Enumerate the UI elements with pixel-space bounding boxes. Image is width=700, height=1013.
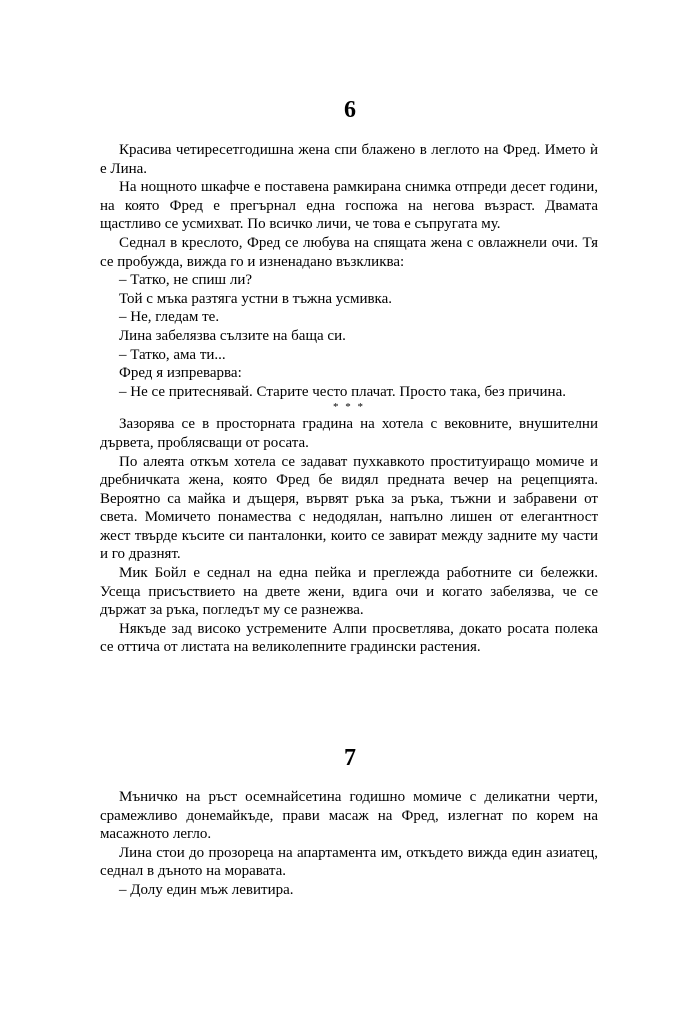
dialogue-line: – Не се притеснявай. Старите често плачат. Просто така, без причина. bbox=[119, 383, 566, 400]
chapter-number: 6 bbox=[344, 97, 356, 123]
chapter-7-text bbox=[100, 788, 598, 900]
dialogue-line: – Татко, не спиш ли? bbox=[119, 272, 253, 289]
dialogue-line: – Долу един мъж левитира. bbox=[119, 881, 294, 898]
chapter-number: 7 bbox=[344, 745, 356, 771]
paragraph: Фред я изпреварва: bbox=[119, 365, 242, 382]
paragraph: Седнал в креслото, Фред се любува на спящата жена с овлажнели очи. Тя се пробужда, вижда го и изненадано възкликва: bbox=[100, 234, 598, 270]
paragraph: Лина стои до прозореца на апартамента им, откъдето вижда един азиатец, седнал в дъното на моравата. bbox=[100, 844, 598, 880]
paragraph: Мик Бойл е седнал на една пейка и преглежда работните си бележки. Усеща присъствието на двете жени, вдига очи и когато забелязва, че се държат за ръка, погледът му се разнежва. bbox=[100, 565, 598, 619]
chapter-6-text bbox=[100, 141, 598, 657]
dialogue-line: – Татко, ама ти... bbox=[119, 346, 226, 363]
scene-separator: * * * bbox=[333, 401, 365, 414]
paragraph: Някъде зад високо устремените Алпи просветлява, докато росата полека се оттича от листата на великолепните градински растения. bbox=[100, 620, 598, 656]
paragraph: Мъничко на ръст осемнайсетина годишно момиче с деликатни черти, срамежливо донемайкъде, прави масаж на Фред, излегнат по корем на масажното легло. bbox=[100, 789, 598, 843]
paragraph: По алеята откъм хотела се задават пухкавкото проституиращо момиче и дребничката жена, която Фред бе видял предната вечер на рецепцията. Вероятно са майка и дъщеря, вървят ръка за ръка, тъжни и забравени от света. Момичето понамества с недодялан, напълно лишен от елегантност жест твърде късите си панталонки, които се завират между задните му части и го дразнят. bbox=[100, 453, 598, 563]
paragraph: Красива четиресетгодишна жена спи блажено в леглото на Фред. Името ѝ е Лина. bbox=[100, 142, 598, 177]
paragraph: Лина забелязва сълзите на баща си. bbox=[119, 327, 346, 344]
paragraph: Той с мъка разтяга устни в тъжна усмивка. bbox=[119, 290, 393, 307]
dialogue-line: – Не, гледам те. bbox=[119, 309, 220, 326]
paragraph: На нощното шкафче е поставена рамкирана снимка отпреди десет години, на която Фред е прегърнал една госпожа на негова възраст. Двамата щастливо се усмихват. По всичко личи, че това е съпругата му. bbox=[100, 179, 598, 233]
paragraph: Зазорява се в просторната градина на хотела с вековните, внушителни дървета, проблясващи от росата. bbox=[100, 416, 598, 451]
